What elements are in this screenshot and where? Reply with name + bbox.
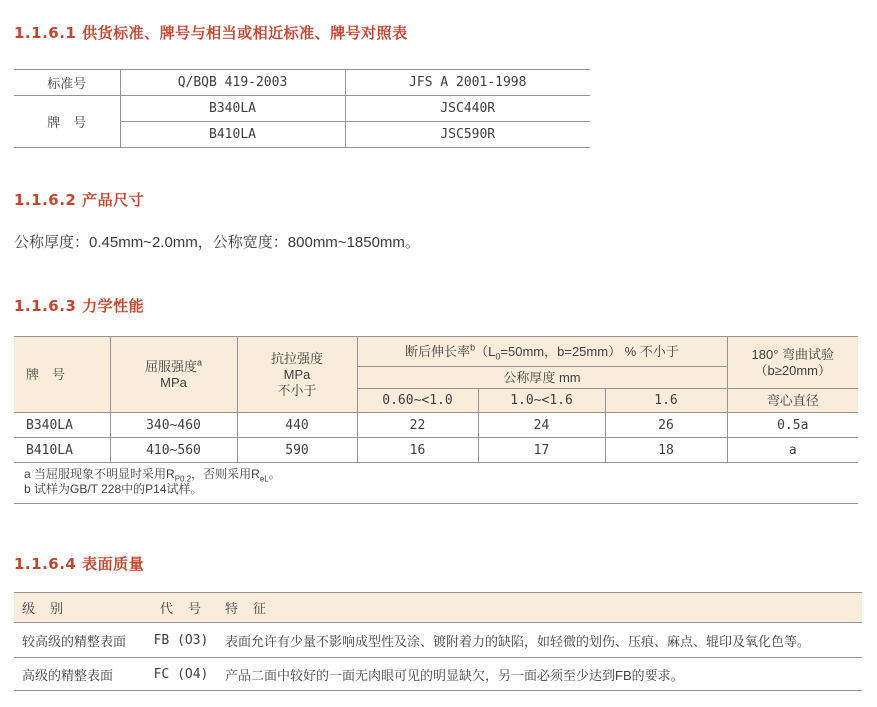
- surface-quality-table: [14, 592, 862, 691]
- col-header-nominal-thickness: 公称厚度 mm: [357, 367, 727, 389]
- surface-code: FC (O4): [145, 658, 217, 691]
- table-header-row: [14, 337, 858, 367]
- bend-diameter-value: 0.5a: [727, 413, 858, 438]
- surface-description: 表面允许有少量不影响成型性及涂、镀附着力的缺陷，如轻微的划伤、压痕、麻点、辊印及氧化色等。: [217, 623, 862, 658]
- elongation-label: 断后伸长率: [405, 343, 471, 359]
- mechanical-properties-table: [14, 336, 858, 504]
- grade-b340la: B340LA: [120, 96, 345, 122]
- elongation-paren-post: =50mm，b=25mm） % 不小于: [500, 343, 679, 359]
- grade-jsc590r: JSC590R: [345, 122, 590, 148]
- yield-value: 340~460: [110, 413, 237, 438]
- col-header-code: 代 号: [145, 593, 217, 623]
- elongation-paren-pre: （L: [475, 343, 496, 359]
- footnote-a: [24, 467, 852, 482]
- table-header-row: [14, 593, 862, 623]
- col-header-yield-strength: [110, 337, 237, 413]
- table-footnote-row: [14, 463, 858, 504]
- thickness-range-1: 0.60~<1.0: [357, 389, 478, 413]
- table-row: [14, 438, 858, 463]
- thickness-range-3: 1.6: [605, 389, 727, 413]
- yield-label: 屈服强度: [144, 358, 197, 374]
- footnote-ref-a: a: [197, 357, 203, 368]
- footnote-ref-b: b: [470, 342, 476, 353]
- standard-qbqb: Q/BQB 419-2003: [120, 70, 345, 96]
- yield-unit: MPa: [160, 374, 187, 390]
- rel-subscript: eL: [259, 474, 269, 484]
- col-header-class: 级 别: [14, 593, 145, 623]
- elongation-value-2: 24: [478, 413, 605, 438]
- tensile-unit: MPa: [283, 366, 311, 382]
- tensile-minimum: 不小于: [277, 382, 317, 398]
- surface-class: 高级的精整表面: [14, 658, 145, 691]
- footnote-a-text: ，否则采用R: [191, 467, 260, 481]
- footnote-a-text: 。: [268, 467, 281, 481]
- col-header-characteristics: 特 征: [217, 593, 862, 623]
- elongation-value-2: 17: [478, 438, 605, 463]
- surface-description: 产品二面中较好的一面无肉眼可见的明显缺欠，另一面必须至少达到FB的要求。: [217, 658, 862, 691]
- footnotes-cell: [14, 463, 858, 504]
- grade-cell: B410LA: [14, 438, 110, 463]
- col-header-bend-diameter: 弯心直径: [727, 389, 858, 413]
- table-row: [14, 623, 862, 658]
- bend-test-width: （b≥20mm）: [754, 362, 831, 378]
- footnote-a-text: a 当屈服现象不明显时采用R: [24, 467, 175, 481]
- grade-cell: B340LA: [14, 413, 110, 438]
- surface-class: 较高级的精整表面: [14, 623, 145, 658]
- grade-b410la: B410LA: [120, 122, 345, 148]
- tensile-value: 590: [237, 438, 357, 463]
- bend-diameter-value: a: [727, 438, 858, 463]
- surface-code: FB (O3): [145, 623, 217, 658]
- table-row: [14, 658, 862, 691]
- footnote-b: b 试样为GB/T 228中的P14试样。: [24, 482, 203, 496]
- yield-value: 410~560: [110, 438, 237, 463]
- elongation-value-1: 16: [357, 438, 478, 463]
- grade-jsc440r: JSC440R: [345, 96, 590, 122]
- elongation-value-1: 22: [357, 413, 478, 438]
- standard-no-label: 标准号: [14, 70, 120, 96]
- bend-test-label: 180° 弯曲试验: [751, 346, 835, 362]
- standard-jfs: JFS A 2001-1998: [345, 70, 590, 96]
- section-heading-1162: 1.1.6.2 产品尺寸: [14, 191, 145, 209]
- elongation-value-3: 26: [605, 413, 727, 438]
- col-header-bend-test: [727, 337, 858, 389]
- col-header-tensile-strength: [237, 337, 357, 413]
- section-heading-1161: 1.1.6.1 供货标准、牌号与相当或相近标准、牌号对照表: [14, 24, 408, 42]
- table-row: [14, 413, 858, 438]
- tensile-label: 抗拉强度: [270, 350, 323, 366]
- table-row: [14, 96, 590, 122]
- standards-comparison-table: [14, 69, 590, 148]
- rp02-subscript: P0.2: [174, 474, 192, 484]
- col-header-elongation: [357, 337, 727, 367]
- col-header-grade: 牌 号: [14, 337, 110, 413]
- elongation-l0-subscript: 0: [495, 351, 501, 362]
- grade-row-label: 牌 号: [14, 96, 120, 148]
- table-row: [14, 70, 590, 96]
- section-heading-1163: 1.1.6.3 力学性能: [14, 297, 145, 315]
- elongation-value-3: 18: [605, 438, 727, 463]
- tensile-value: 440: [237, 413, 357, 438]
- product-dimensions-text: 公称厚度：0.45mm~2.0mm，公称宽度：800mm~1850mm。: [14, 234, 420, 251]
- section-heading-1164: 1.1.6.4 表面质量: [14, 555, 145, 573]
- thickness-range-2: 1.0~<1.6: [478, 389, 605, 413]
